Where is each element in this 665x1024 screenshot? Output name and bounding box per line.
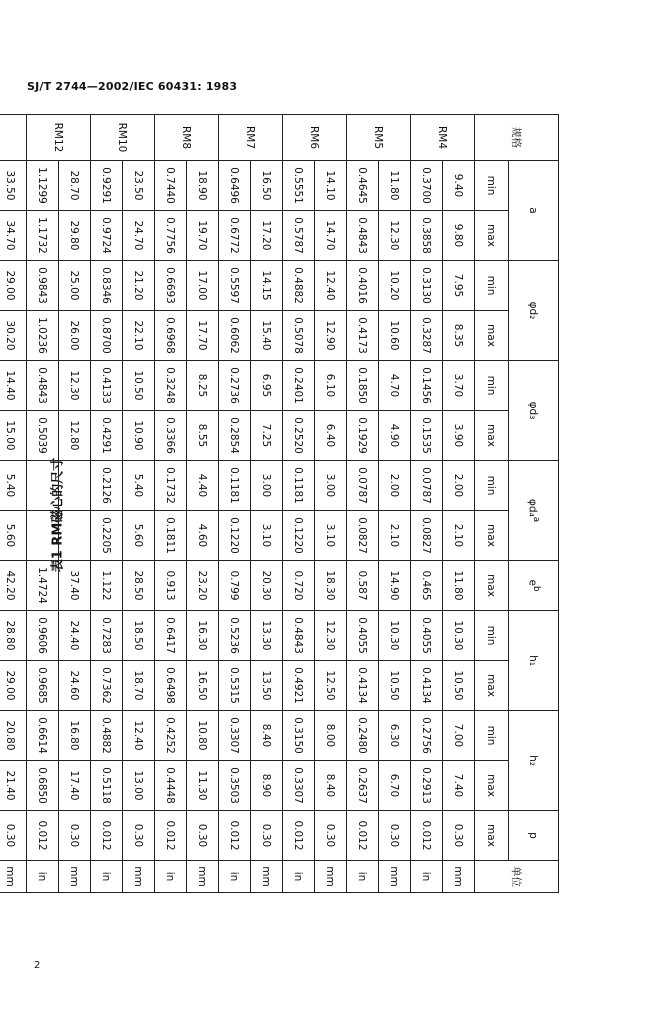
col-h2: h₂ (509, 711, 559, 811)
value-cell: 0.4173 (347, 311, 379, 361)
value-cell: 10.90 (123, 411, 155, 461)
value-cell: 0.3366 (155, 411, 187, 461)
value-cell: 8.90 (251, 761, 283, 811)
value-cell: 22.10 (123, 311, 155, 361)
value-cell: 0.2401 (283, 361, 315, 411)
value-cell: 5.60 (0, 511, 27, 561)
table-body (0, 115, 475, 955)
table-row (91, 115, 123, 955)
value-cell: 24.60 (59, 661, 91, 711)
value-cell: 28.50 (123, 561, 155, 611)
value-cell: 0.3503 (219, 761, 251, 811)
spec-cell (0, 115, 27, 161)
table-row (411, 115, 443, 955)
value-cell: 0.7283 (91, 611, 123, 661)
value-cell: 0.4843 (27, 361, 59, 411)
value-cell: 0.1181 (283, 461, 315, 511)
value-cell: 0.1929 (347, 411, 379, 461)
value-cell: 0.7440 (155, 161, 187, 211)
subheader-min-11: min (475, 711, 509, 761)
header-row (509, 115, 559, 955)
value-cell: 0.465 (411, 561, 443, 611)
value-cell: 0.012 (155, 811, 187, 861)
value-cell: 11.30 (187, 761, 219, 811)
value-cell: 0.5118 (91, 761, 123, 811)
value-cell: 26.00 (59, 311, 91, 361)
table-caption: 表1 RM磁心的尺寸 (50, 457, 66, 573)
value-cell: 13.30 (251, 611, 283, 661)
value-cell: 33.50 (0, 161, 27, 211)
table-row (379, 115, 411, 955)
value-cell: 0.012 (27, 811, 59, 861)
value-cell: 0.2126 (91, 461, 123, 511)
value-cell: 0.5787 (283, 211, 315, 261)
value-cell: 14.70 (315, 211, 347, 261)
value-cell: 0.6850 (27, 761, 59, 811)
spec-cell: RM4 (411, 115, 475, 161)
value-cell: 5.60 (123, 511, 155, 561)
value-cell: 3.10 (315, 511, 347, 561)
value-cell: 0.1220 (283, 511, 315, 561)
value-cell: 12.30 (315, 611, 347, 661)
value-cell: 20.30 (251, 561, 283, 611)
subheader-max-12: max (475, 761, 509, 811)
subheader-min-9: min (475, 611, 509, 661)
value-cell: 42.20 (0, 561, 27, 611)
subheader-max-7: max (475, 511, 509, 561)
value-cell: 0.4921 (283, 661, 315, 711)
value-cell: 0.4055 (347, 611, 379, 661)
value-cell: 21.20 (123, 261, 155, 311)
value-cell: 0.7756 (155, 211, 187, 261)
value-cell: 0.5315 (219, 661, 251, 711)
unit-cell: in (283, 861, 315, 893)
value-cell: 3.00 (251, 461, 283, 511)
value-cell: 0.1220 (219, 511, 251, 561)
spec-cell: RM7 (219, 115, 283, 161)
value-cell: 0.012 (283, 811, 315, 861)
value-cell: 3.10 (251, 511, 283, 561)
value-cell: 0.4016 (347, 261, 379, 311)
table-row (283, 115, 315, 955)
value-cell: 10.80 (187, 711, 219, 761)
value-cell: 8.40 (315, 761, 347, 811)
value-cell: 9.80 (443, 211, 475, 261)
subheader-max-3: max (475, 311, 509, 361)
value-cell: 2.00 (379, 461, 411, 511)
value-cell: 10.30 (379, 611, 411, 661)
value-cell: 0.5039 (27, 411, 59, 461)
col-d4 (509, 461, 559, 561)
value-cell: 2.10 (443, 511, 475, 561)
unit-cell: mm (315, 861, 347, 893)
value-cell: 29.00 (0, 261, 27, 311)
value-cell: 0.4133 (91, 361, 123, 411)
value-cell: 0.9606 (27, 611, 59, 661)
value-cell: 0.5236 (219, 611, 251, 661)
value-cell: 37.40 (59, 561, 91, 611)
value-cell: 10.50 (123, 361, 155, 411)
page-number: 2 (34, 960, 41, 971)
col-d3: φd₃ (509, 361, 559, 461)
value-cell: 0.3700 (411, 161, 443, 211)
value-cell: 1.122 (91, 561, 123, 611)
table-row (0, 115, 27, 955)
value-cell: 0.4134 (411, 661, 443, 711)
value-cell: 3.70 (443, 361, 475, 411)
value-cell: 3.90 (443, 411, 475, 461)
value-cell: 0.799 (219, 561, 251, 611)
value-cell: 0.2736 (219, 361, 251, 411)
value-cell: 0.3287 (411, 311, 443, 361)
table-row (347, 115, 379, 955)
value-cell: 12.40 (123, 711, 155, 761)
value-cell: 6.40 (315, 411, 347, 461)
value-cell: 0.0827 (411, 511, 443, 561)
col-spec: 规格 (475, 115, 559, 161)
unit-cell: in (411, 861, 443, 893)
col-e (509, 561, 559, 611)
value-cell: 2.00 (443, 461, 475, 511)
value-cell: 8.40 (251, 711, 283, 761)
value-cell: 0.1850 (347, 361, 379, 411)
value-cell: 14.15 (251, 261, 283, 311)
value-cell: 11.80 (443, 561, 475, 611)
value-cell: 6.30 (379, 711, 411, 761)
col-d2: φd₂ (509, 261, 559, 361)
unit-cell: in (91, 861, 123, 893)
value-cell: 0.9724 (91, 211, 123, 261)
value-cell (59, 511, 91, 561)
value-cell: 0.9685 (27, 661, 59, 711)
value-cell: 8.55 (187, 411, 219, 461)
value-cell: 0.012 (347, 811, 379, 861)
value-cell: 8.25 (187, 361, 219, 411)
value-cell: 0.2854 (219, 411, 251, 461)
value-cell: 6.70 (379, 761, 411, 811)
table-row (219, 115, 251, 955)
value-cell: 12.30 (379, 211, 411, 261)
value-cell: 16.30 (187, 611, 219, 661)
value-cell: 0.2480 (347, 711, 379, 761)
value-cell: 24.70 (123, 211, 155, 261)
value-cell: 30.20 (0, 311, 27, 361)
value-cell: 18.70 (123, 661, 155, 711)
table-row (251, 115, 283, 955)
value-cell: 0.0787 (347, 461, 379, 511)
subheader-max-13: max (475, 811, 509, 861)
unit-cell: mm (123, 861, 155, 893)
spec-cell: RM5 (347, 115, 411, 161)
value-cell: 13.00 (123, 761, 155, 811)
value-cell: 0.6498 (155, 661, 187, 711)
value-cell: 29.80 (59, 211, 91, 261)
col-d4-footnote-mark: a (530, 516, 541, 523)
value-cell: 0.4645 (347, 161, 379, 211)
value-cell: 1.0236 (27, 311, 59, 361)
spec-cell: RM12 (27, 115, 91, 161)
value-cell: 18.90 (187, 161, 219, 211)
value-cell: 0.3307 (283, 761, 315, 811)
col-e-label: e (526, 579, 539, 586)
value-cell: 0.4291 (91, 411, 123, 461)
value-cell: 0.7362 (91, 661, 123, 711)
value-cell: 5.40 (123, 461, 155, 511)
unit-cell: in (219, 861, 251, 893)
value-cell: 0.30 (187, 811, 219, 861)
value-cell: 0.30 (443, 811, 475, 861)
value-cell (59, 461, 91, 511)
value-cell: 0.9291 (91, 161, 123, 211)
col-h1: h₁ (509, 611, 559, 711)
value-cell: 0.6417 (155, 611, 187, 661)
value-cell: 14.10 (315, 161, 347, 211)
value-cell: 7.40 (443, 761, 475, 811)
value-cell: 0.1732 (155, 461, 187, 511)
value-cell: 0.3858 (411, 211, 443, 261)
value-cell: 0.587 (347, 561, 379, 611)
value-cell (27, 461, 59, 511)
table-row (27, 115, 59, 955)
value-cell: 0.3248 (155, 361, 187, 411)
col-e-footnote-mark: b (530, 585, 541, 592)
value-cell: 1.1299 (27, 161, 59, 211)
value-cell: 2.10 (379, 511, 411, 561)
value-cell: 0.30 (0, 811, 27, 861)
value-cell: 0.4252 (155, 711, 187, 761)
value-cell: 12.80 (59, 411, 91, 461)
value-cell: 34.70 (0, 211, 27, 261)
table-row (315, 115, 347, 955)
value-cell: 25.00 (59, 261, 91, 311)
value-cell: 0.6614 (27, 711, 59, 761)
value-cell: 23.20 (187, 561, 219, 611)
value-cell: 13.50 (251, 661, 283, 711)
value-cell: 0.4134 (347, 661, 379, 711)
value-cell: 16.50 (251, 161, 283, 211)
value-cell: 10.30 (443, 611, 475, 661)
value-cell: 0.1535 (411, 411, 443, 461)
value-cell: 0.2205 (91, 511, 123, 561)
value-cell: 0.30 (251, 811, 283, 861)
col-p: p (509, 811, 559, 861)
value-cell: 0.4843 (347, 211, 379, 261)
value-cell: 0.5551 (283, 161, 315, 211)
unit-cell: mm (187, 861, 219, 893)
value-cell: 0.30 (59, 811, 91, 861)
spec-cell: RM10 (91, 115, 155, 161)
value-cell: 17.20 (251, 211, 283, 261)
table-row (187, 115, 219, 955)
col-unit: 单位 (475, 861, 559, 893)
value-cell: 0.4882 (283, 261, 315, 311)
subheader-row (475, 115, 509, 955)
value-cell: 12.50 (315, 661, 347, 711)
value-cell: 0.30 (315, 811, 347, 861)
value-cell: 28.70 (59, 161, 91, 211)
value-cell: 16.80 (59, 711, 91, 761)
value-cell: 14.90 (379, 561, 411, 611)
value-cell: 0.6496 (219, 161, 251, 211)
unit-cell: mm (59, 861, 91, 893)
value-cell: 18.50 (123, 611, 155, 661)
value-cell: 5.40 (0, 461, 27, 511)
value-cell: 0.8700 (91, 311, 123, 361)
subheader-min-4: min (475, 361, 509, 411)
value-cell: 7.00 (443, 711, 475, 761)
subheader-max-10: max (475, 661, 509, 711)
value-cell: 21.40 (0, 761, 27, 811)
value-cell: 0.012 (411, 811, 443, 861)
unit-cell: mm (443, 861, 475, 893)
value-cell: 7.25 (251, 411, 283, 461)
table-row (155, 115, 187, 955)
value-cell: 17.00 (187, 261, 219, 311)
table-row (123, 115, 155, 955)
value-cell: 8.00 (315, 711, 347, 761)
value-cell: 9.40 (443, 161, 475, 211)
unit-cell: in (347, 861, 379, 893)
value-cell: 15.00 (0, 411, 27, 461)
value-cell: 0.30 (123, 811, 155, 861)
value-cell: 0.1181 (219, 461, 251, 511)
value-cell: 0.30 (379, 811, 411, 861)
unit-cell: mm (379, 861, 411, 893)
unit-cell: in (27, 861, 59, 893)
subheader-min-0: min (475, 161, 509, 211)
value-cell: 10.20 (379, 261, 411, 311)
value-cell: 12.30 (59, 361, 91, 411)
value-cell: 20.80 (0, 711, 27, 761)
value-cell: 17.40 (59, 761, 91, 811)
value-cell: 1.4724 (27, 561, 59, 611)
value-cell: 0.2520 (283, 411, 315, 461)
value-cell (27, 511, 59, 561)
value-cell: 0.9843 (27, 261, 59, 311)
value-cell: 4.90 (379, 411, 411, 461)
table-row (443, 115, 475, 955)
value-cell: 0.0787 (411, 461, 443, 511)
unit-cell: mm (0, 861, 27, 893)
col-a: a (509, 161, 559, 261)
subheader-min-2: min (475, 261, 509, 311)
document-header: SJ/T 2744—2002/IEC 60431: 1983 (27, 80, 238, 93)
value-cell: 29.00 (0, 661, 27, 711)
value-cell: 15.40 (251, 311, 283, 361)
value-cell: 0.720 (283, 561, 315, 611)
value-cell: 0.3130 (411, 261, 443, 311)
value-cell: 19.70 (187, 211, 219, 261)
col-d4-label: φd₄ (526, 498, 539, 517)
value-cell: 7.95 (443, 261, 475, 311)
value-cell: 0.913 (155, 561, 187, 611)
spec-cell: RM8 (155, 115, 219, 161)
value-cell: 0.2756 (411, 711, 443, 761)
value-cell: 6.10 (315, 361, 347, 411)
value-cell: 17.70 (187, 311, 219, 361)
dimensions-table (0, 114, 559, 955)
subheader-max-5: max (475, 411, 509, 461)
value-cell: 0.6772 (219, 211, 251, 261)
value-cell: 0.5597 (219, 261, 251, 311)
value-cell: 8.35 (443, 311, 475, 361)
value-cell: 23.50 (123, 161, 155, 211)
value-cell: 0.012 (219, 811, 251, 861)
value-cell: 0.1456 (411, 361, 443, 411)
subheader-max-8: max (475, 561, 509, 611)
value-cell: 4.60 (187, 511, 219, 561)
subheader-min-6: min (475, 461, 509, 511)
value-cell: 24.40 (59, 611, 91, 661)
value-cell: 0.1811 (155, 511, 187, 561)
value-cell: 6.95 (251, 361, 283, 411)
value-cell: 18.30 (315, 561, 347, 611)
value-cell: 4.40 (187, 461, 219, 511)
value-cell: 0.4055 (411, 611, 443, 661)
spec-cell: RM6 (283, 115, 347, 161)
value-cell: 0.6062 (219, 311, 251, 361)
value-cell: 14.40 (0, 361, 27, 411)
value-cell: 0.2913 (411, 761, 443, 811)
value-cell: 0.5078 (283, 311, 315, 361)
value-cell: 10.50 (379, 661, 411, 711)
subheader-max-1: max (475, 211, 509, 261)
value-cell: 0.3307 (219, 711, 251, 761)
value-cell: 10.50 (443, 661, 475, 711)
value-cell: 0.012 (91, 811, 123, 861)
value-cell: 0.4843 (283, 611, 315, 661)
value-cell: 10.60 (379, 311, 411, 361)
value-cell: 0.3150 (283, 711, 315, 761)
value-cell: 0.6693 (155, 261, 187, 311)
value-cell: 16.50 (187, 661, 219, 711)
value-cell: 0.4882 (91, 711, 123, 761)
value-cell: 0.0827 (347, 511, 379, 561)
value-cell: 4.70 (379, 361, 411, 411)
value-cell: 1.1732 (27, 211, 59, 261)
value-cell: 0.6968 (155, 311, 187, 361)
value-cell: 0.2637 (347, 761, 379, 811)
unit-cell: in (155, 861, 187, 893)
value-cell: 0.8346 (91, 261, 123, 311)
value-cell: 0.4448 (155, 761, 187, 811)
value-cell: 28.80 (0, 611, 27, 661)
value-cell: 11.80 (379, 161, 411, 211)
value-cell: 3.00 (315, 461, 347, 511)
value-cell: 12.90 (315, 311, 347, 361)
unit-cell: mm (251, 861, 283, 893)
value-cell: 12.40 (315, 261, 347, 311)
table-row (59, 115, 91, 955)
